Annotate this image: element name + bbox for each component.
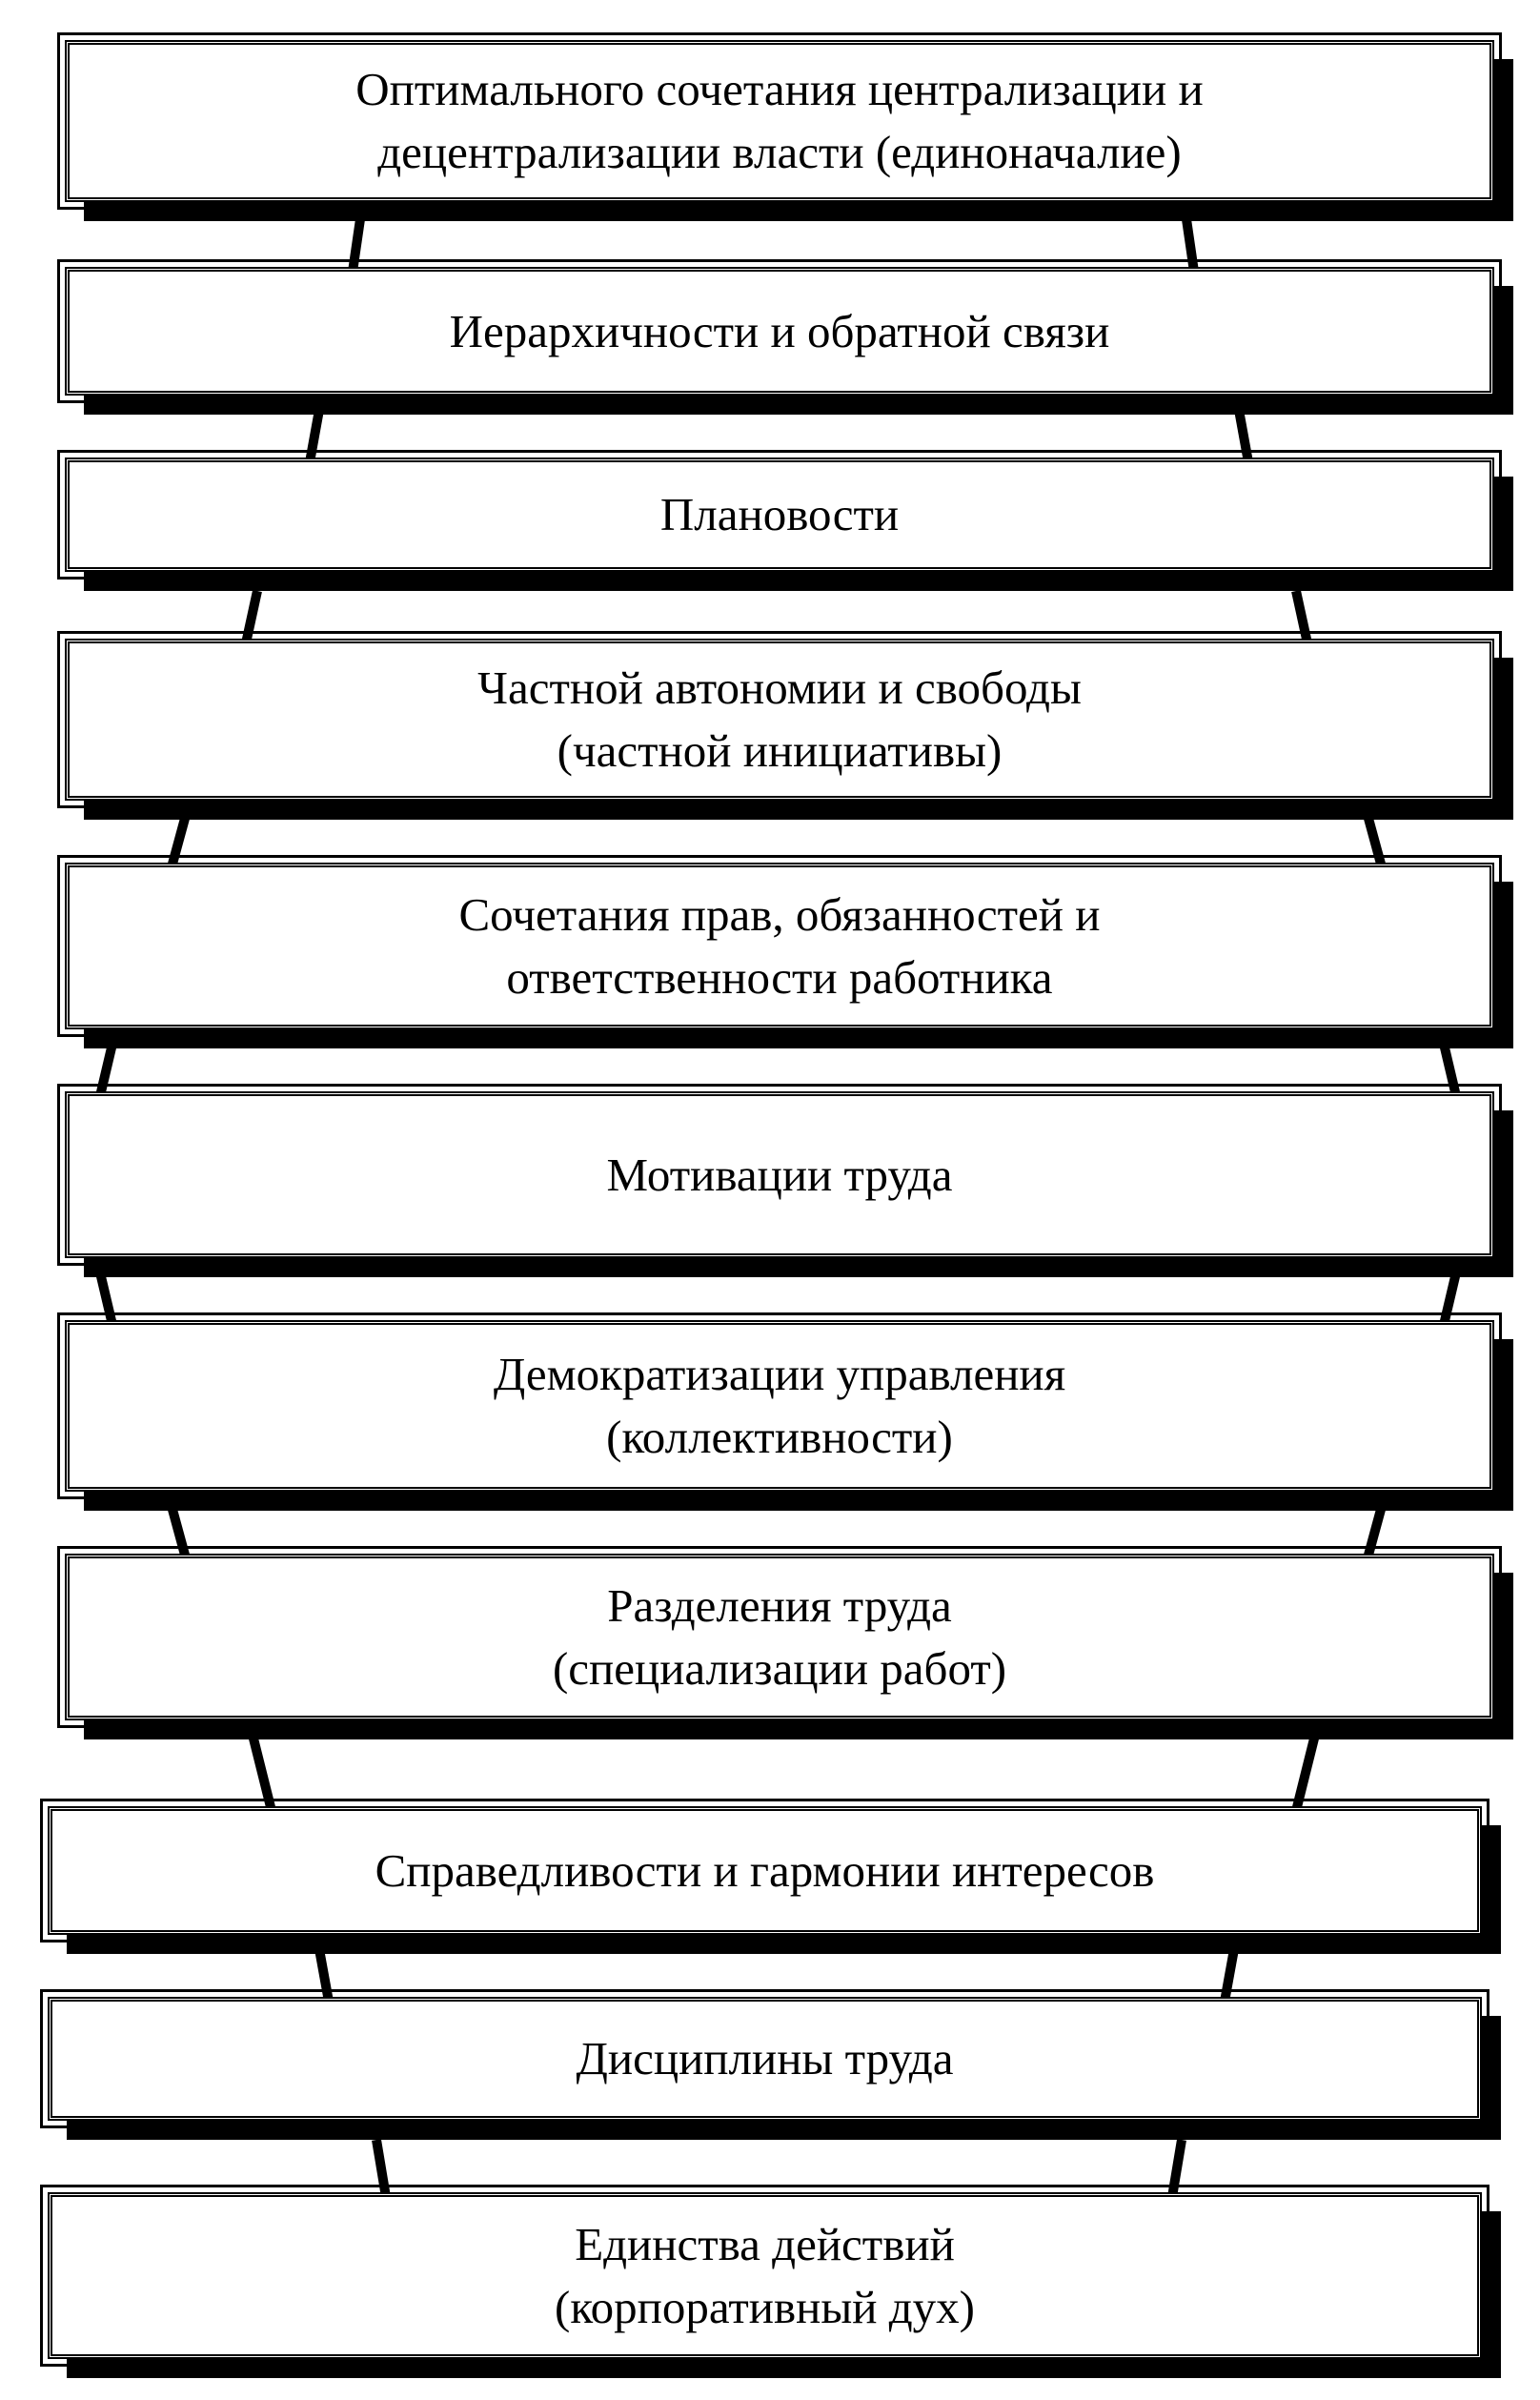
principle-text-line: Мотивации труда (606, 1148, 953, 1201)
connector-p2-p3-left (310, 410, 319, 462)
principle-text-line: (коллективности) (606, 1411, 953, 1463)
principle-box-democratization (65, 1320, 1494, 1492)
principle-text-line: ответственности работника (506, 950, 1053, 1004)
principle-box-discipline (48, 1997, 1482, 2121)
connector-p7-p8-left (172, 1506, 186, 1558)
connector-p5-p6-left (100, 1044, 112, 1096)
principle-box-fairness (48, 1806, 1482, 1935)
connector-p3-p4-right (1296, 591, 1307, 643)
principle-box-unity (48, 2192, 1482, 2359)
principle-text-line: Частной автономии и свободы (477, 661, 1082, 714)
principle-text-line: Разделения труда (607, 1578, 952, 1632)
principle-text-line: Единства действий (575, 2217, 955, 2270)
principle-text-line: (специализации работ) (552, 1641, 1007, 1695)
connector-p9-p10-left (319, 1949, 329, 2002)
principle-text-line: Сочетания прав, обязанностей и (458, 887, 1101, 941)
connector-p9-p10-right (1225, 1949, 1234, 2002)
principle-text-line: Справедливости и гармонии интересов (375, 1843, 1155, 1897)
connector-p2-p3-right (1239, 410, 1248, 462)
principle-text-line: (корпоративный дух) (555, 2280, 975, 2333)
connector-p1-p2-left (353, 219, 360, 272)
principle-text-line: (частной инициативы) (557, 724, 1003, 777)
principle-box-motivation (65, 1091, 1494, 1258)
connector-p4-p5-right (1368, 815, 1382, 867)
connector-p8-p9-right (1296, 1735, 1315, 1811)
connector-p4-p5-left (172, 815, 186, 867)
principle-text-line: Демократизации управления (493, 1348, 1066, 1400)
principle-box-rights-duties (65, 863, 1494, 1029)
connector-p6-p7-left (100, 1272, 112, 1325)
connector-p8-p9-left (253, 1735, 272, 1811)
principle-text-line: Иерархичности и обратной связи (449, 304, 1110, 357)
principle-text-line: Плановости (659, 488, 900, 540)
connector-p10-p11-right (1172, 2140, 1182, 2197)
connector-p3-p4-left (246, 591, 257, 643)
principle-text-line: децентрализации власти (единоначалие) (377, 126, 1182, 178)
principle-box-planning (65, 458, 1494, 572)
connector-p6-p7-right (1444, 1272, 1456, 1325)
principle-box-hierarchy (65, 267, 1494, 396)
connector-p5-p6-right (1444, 1044, 1456, 1096)
principle-text-line: Оптимального сочетания централизации и (355, 63, 1204, 115)
connector-p7-p8-right (1368, 1506, 1382, 1558)
connector-p1-p2-right (1186, 219, 1194, 272)
principle-box-autonomy (65, 639, 1494, 801)
principle-box-division-of-labor (65, 1554, 1494, 1720)
principle-box-centralization (65, 40, 1494, 202)
principle-text-line: Дисциплины труда (576, 2032, 954, 2085)
connector-p10-p11-left (376, 2140, 386, 2197)
